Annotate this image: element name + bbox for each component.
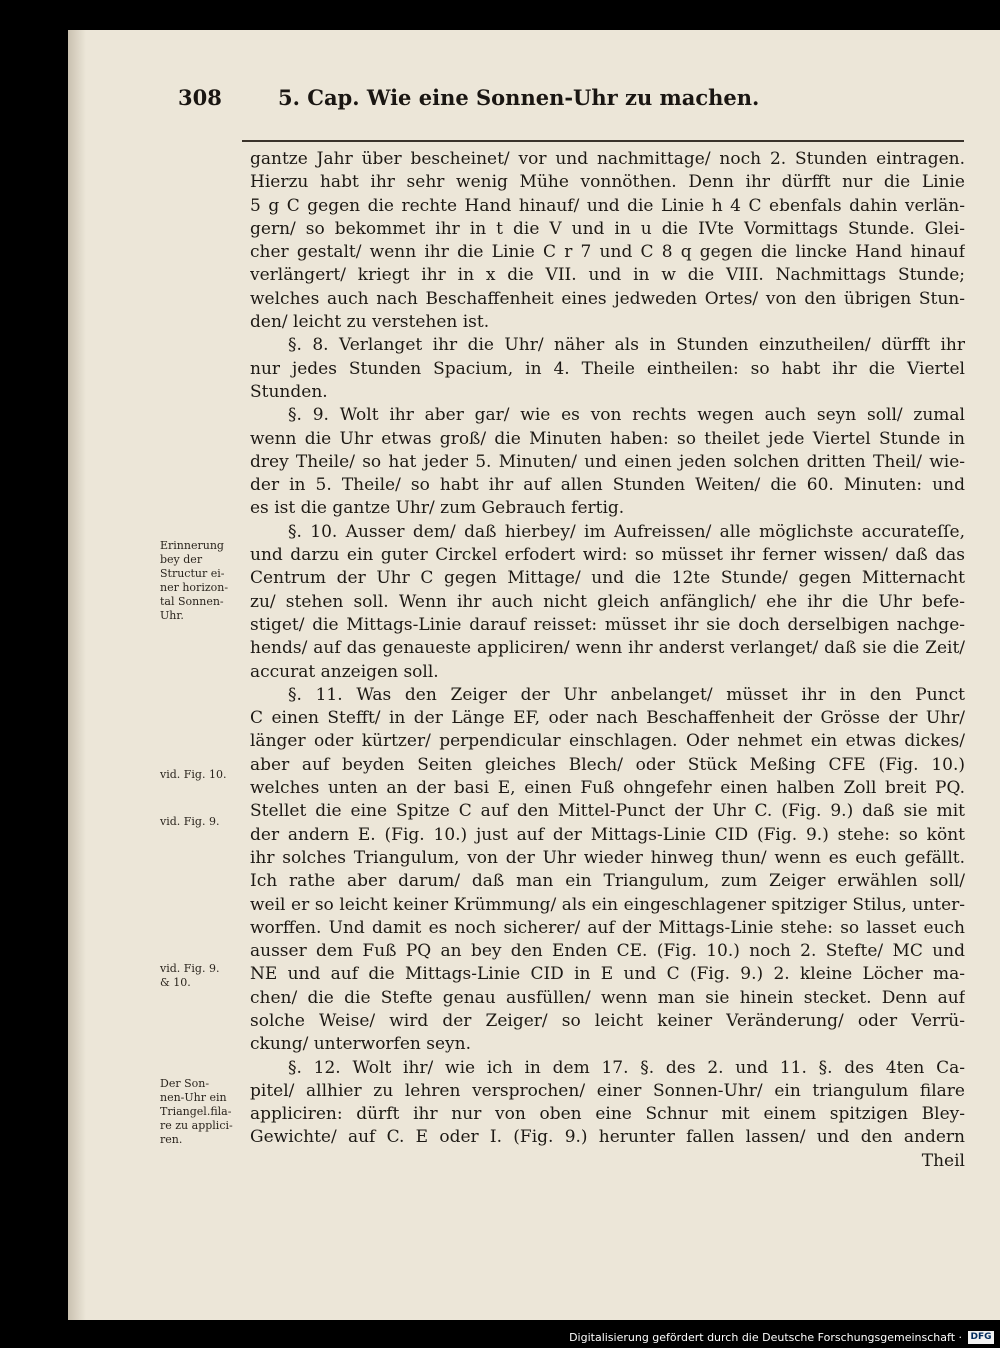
margin-note-line: Structur ei- xyxy=(160,567,225,580)
text-line: chen/ die die Stefte genau ausfüllen/ wenn man sie hinein stecket. Denn auf xyxy=(250,987,965,1008)
text-line: Stellet die eine Spitze C auf den Mittel-Punct der Uhr C. (Fig. 9.) daß sie mit xyxy=(250,801,965,822)
margin-note-5 xyxy=(160,1077,246,1147)
text-line: §. 10. Ausser dem/ daß hierbey/ im Aufreissen/ alle möglichste accurateſſe, xyxy=(288,521,965,542)
margin-note-2 xyxy=(160,768,246,782)
margin-note-line: ren. xyxy=(160,1133,183,1146)
dfg-logo: DFG xyxy=(968,1331,994,1344)
margin-note-line: nen-Uhr ein xyxy=(160,1091,227,1104)
text-line: ckung/ unterworfen seyn. xyxy=(250,1034,472,1055)
margin-note-line: Uhr. xyxy=(160,609,184,622)
text-line: Centrum der Uhr C gegen Mittage/ und die 12te Stunde/ gegen Mitternacht xyxy=(250,568,965,589)
margin-note-line: ner horizon- xyxy=(160,581,229,594)
text-line: verlängert/ kriegt ihr in x die VII. und in w die VIII. Nachmittags Stunde; xyxy=(250,265,965,286)
text-line: §. 12. Wolt ihr/ wie ich in dem 17. §. des 2. und 11. §. des 4ten Ca- xyxy=(288,1057,965,1078)
header-rule xyxy=(242,140,964,142)
funding-notice: Digitalisierung gefördert durch die Deutsche Forschungsgemeinschaft · xyxy=(569,1331,962,1344)
text-line: §. 9. Wolt ihr aber gar/ wie es von rechts wegen auch seyn soll/ zumal xyxy=(288,405,965,426)
margin-note-3 xyxy=(160,815,246,829)
text-line: gantze Jahr über bescheinet/ vor und nachmittage/ noch 2. Stunden eintragen. xyxy=(250,149,965,169)
text-line: §. 8. Verlanget ihr die Uhr/ näher als in Stunden einzutheilen/ dürfft ihr xyxy=(288,335,965,356)
text-line: gern/ so bekommet ihr in t die V und in u die IVte Vormittags Stunde. Glei- xyxy=(250,218,965,239)
footer-bar xyxy=(0,1328,1000,1348)
text-line: §. 11. Was den Zeiger der Uhr anbelanget/ müsset ihr in den Punct xyxy=(288,684,965,705)
text-line: länger oder kürtzer/ perpendicular einschlagen. Oder nehmet ein etwas dickes/ xyxy=(250,731,965,752)
text-line: ausser dem Fuß PQ an bey den Enden CE. (Fig. 10.) noch 2. Stefte/ MC und xyxy=(250,941,965,962)
margin-note-line: re zu applici- xyxy=(160,1119,233,1132)
margin-note-1 xyxy=(160,539,246,623)
margin-note-line: vid. Fig. 9. xyxy=(160,815,220,828)
text-line: hends/ auf das genaueste appliciren/ wenn ihr anderst verlanget/ daß sie die Zeit/ xyxy=(250,638,965,659)
margin-note-line: & 10. xyxy=(160,976,191,989)
text-line: der in 5. Theile/ so habt ihr auf allen Stunden Weiten/ die 60. Minuten: und xyxy=(250,475,965,496)
text-line: 5 g C gegen die rechte Hand hinauf/ und die Linie h 4 C ebenfals dahin verlän- xyxy=(250,195,965,216)
margin-note-line: tal Sonnen- xyxy=(160,595,224,608)
margin-note-line: Der Son- xyxy=(160,1077,210,1090)
margin-note-line: vid. Fig. 10. xyxy=(160,768,227,781)
text-line: zu/ stehen soll. Wenn ihr auch nicht gleich anfänglich/ ehe ihr die Uhr befe- xyxy=(250,591,965,612)
text-line: Ich rathe aber darum/ daß man ein Triangulum, zum Zeiger erwählen soll/ xyxy=(250,871,965,892)
margin-note-line: Erinnerung xyxy=(160,539,224,552)
text-line: stiget/ die Mittags-Linie darauf reisset: müsset ihr sie doch derselbigen nachge- xyxy=(250,614,965,635)
page-number: 308 xyxy=(178,85,222,110)
text-line: appliciren: dürft ihr nur von oben eine Schnur mit einem spitzigen Bley- xyxy=(250,1104,965,1125)
text-line: es ist die gantze Uhr/ zum Gebrauch fertig. xyxy=(250,498,625,519)
chapter-title: 5. Cap. Wie eine Sonnen-Uhr zu machen. xyxy=(278,85,760,110)
text-line: cher gestalt/ wenn ihr die Linie C r 7 und C 8 q gegen die lincke Hand hinauf xyxy=(250,242,965,263)
text-line: welches auch nach Beschaffenheit eines jedweden Ortes/ von den übrigen Stun- xyxy=(250,288,965,309)
text-line: solche Weise/ wird der Zeiger/ so leicht keiner Veränderung/ oder Verrü- xyxy=(250,1010,965,1031)
text-line: Theil xyxy=(921,1150,965,1171)
text-line: pitel/ allhier zu lehren versprochen/ einer Sonnen-Uhr/ ein triangulum filare xyxy=(250,1080,965,1101)
text-line: C einen Stefft/ in der Länge EF, oder nach Beschaffenheit der Grösse der Uhr/ xyxy=(250,708,965,729)
body-text xyxy=(250,148,965,1173)
text-line: weil er so leicht keiner Krümmung/ als ein eingeschlagener spitziger Stilus, unter- xyxy=(250,894,965,915)
margin-note-4 xyxy=(160,962,246,990)
text-line: worffen. Und damit es noch sicherer/ auf der Mittags-Linie stehe: so lasset euch xyxy=(250,917,965,938)
text-line: wenn die Uhr etwas groß/ die Minuten haben: so theilet jede Viertel Stunde in xyxy=(250,428,965,449)
margin-note-line: bey der xyxy=(160,553,203,566)
text-line: drey Theile/ so hat jeder 5. Minuten/ und einen jeden solchen dritten Theil/ wie- xyxy=(250,451,965,472)
text-line: NE und auf die Mittags-Linie CID in E und C (Fig. 9.) 2. kleine Löcher ma- xyxy=(250,964,965,985)
text-line: welches unten an der basi E, einen Fuß ohngefehr einen halben Zoll breit PQ. xyxy=(250,778,965,799)
text-line: ihr solches Triangulum, von der Uhr wieder hinweg thun/ wenn es euch gefällt. xyxy=(250,847,965,868)
text-line: Stunden. xyxy=(250,381,328,402)
text-line: aber auf beyden Seiten gleiches Blech/ oder Stück Meßing CFE (Fig. 10.) xyxy=(250,754,965,775)
text-line: den/ leicht zu verstehen ist. xyxy=(250,312,490,333)
text-line: Hierzu habt ihr sehr wenig Mühe vonnöthen. Denn ihr dürfft nur die Linie xyxy=(250,172,965,193)
text-line: Gewichte/ auf C. E oder I. (Fig. 9.) herunter fallen lassen/ und den andern xyxy=(250,1127,965,1148)
margin-note-line: vid. Fig. 9. xyxy=(160,962,220,975)
text-line: der andern E. (Fig. 10.) just auf der Mittags-Linie CID (Fig. 9.) stehe: so könt xyxy=(250,824,965,845)
running-header xyxy=(178,85,778,121)
text-line: und darzu ein guter Circkel erfodert wird: so müsset ihr ferner wissen/ daß das xyxy=(250,545,965,566)
margin-note-line: Triangel.fila- xyxy=(160,1105,232,1118)
text-line: accurat anzeigen soll. xyxy=(250,661,439,682)
text-line: nur jedes Stunden Spacium, in 4. Theile eintheilen: so habt ihr die Viertel xyxy=(250,358,965,379)
